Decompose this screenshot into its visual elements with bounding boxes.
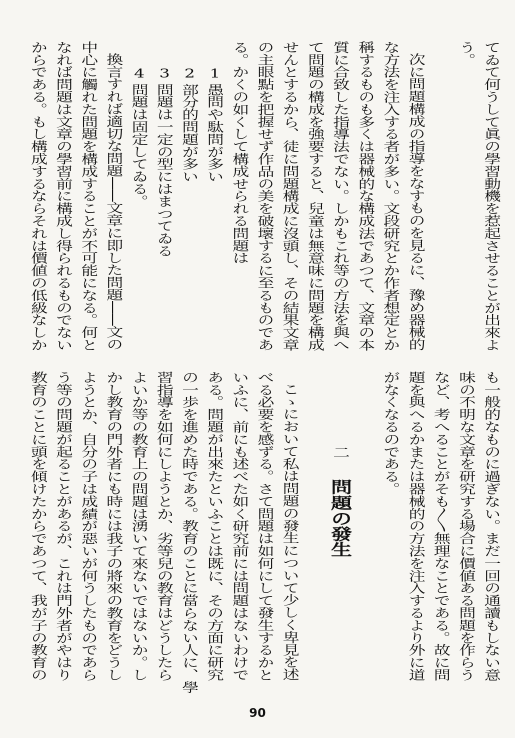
text-column: る。かくの如くして構成せられる問題は — [229, 41, 250, 265]
list-item — [201, 41, 226, 367]
text-column: 質に合致した指導法でない。しかもこれ等の方法を與へ — [330, 41, 351, 351]
text-column: て問題の構成を強要すると、兒童は無意味に問題を構成 — [305, 41, 326, 351]
section-title: 問題の發生 — [327, 479, 354, 558]
text-column: 中心に觸れた問題を構成することが不可能になる。何と — [78, 41, 99, 351]
text-column: う。 — [456, 41, 477, 66]
text-column: ある。問題が出來たといふことは既に、その方面に研究 — [204, 371, 225, 681]
list-text: 問題は一定の型にはまつてゐる — [153, 83, 175, 258]
text-column: の一歩を進めた時である。教育のことに當らない人に、學 — [179, 371, 200, 694]
text-column: いふに、前にも述べた如く研究前には問題はないわけで — [229, 371, 250, 681]
list-text: 部分的問題が多い — [179, 83, 200, 183]
text-column: ようとか、自分の子は成績が惡いが何うしたものであら — [78, 371, 99, 681]
text-column: う等の問題が起ることがあるが、これは門外者がやはり — [53, 371, 74, 681]
text-column: 題を與へるかまたは器械的の方法を注入するより外に道 — [405, 371, 427, 681]
text-column: こゝにおいて私は問題の發生について少しく卑見を述 — [279, 383, 301, 681]
text-column: な方法を注入する者が多い。文段研究とか作者想定とか — [380, 41, 401, 351]
text-column: がなくなるのである。 — [380, 371, 401, 495]
page-number: 90 — [249, 706, 266, 720]
section-numeral: 二 — [330, 446, 351, 459]
list-text: 問題は固定してゐる。 — [128, 83, 150, 208]
list-item — [150, 41, 175, 367]
text-column: 習指導を如何にしようとか、劣等兒の教育はどうしたら — [153, 371, 175, 681]
lower-text-block — [24, 371, 503, 697]
list-number: 1 — [209, 67, 220, 80]
text-column: の主眼點を把握せず作品の美を破壞するに至るものであ — [254, 41, 275, 351]
text-column: も一般的なものに過ぎない。まだ一回の通讀もしない意 — [481, 371, 502, 681]
column-gap — [302, 371, 327, 697]
list-number: 3 — [158, 67, 170, 80]
text-column: 味の不明な文章を研究する場合に價値ある問題を作らう — [456, 371, 477, 681]
text-column: せんとするから、徒に問題構成に沒頭し、その結果文章 — [279, 41, 301, 351]
text-column: 教育のことに頭を傾けたからであつて、我が子の教育の — [28, 371, 49, 681]
column-gap — [427, 41, 452, 367]
list-text: 愚問や駄問が多い — [204, 83, 225, 183]
list-item — [125, 41, 150, 367]
list-item — [176, 41, 201, 367]
column-gap — [352, 371, 377, 697]
text-column: てゐて何うして眞の學習動機を惹起させることが出來よ — [481, 41, 502, 351]
text-column: よいか等の教育上の問題は湧いて來ないではないか。し — [128, 371, 150, 681]
text-column: からである。もし構成するならそれは價値の低級なしか — [28, 41, 49, 351]
text-column: 次に問題構成の指導をなすものを見るに、豫め器械的 — [405, 53, 427, 351]
text-column: なれば問題は文章の學習前に構成し得られるものでない — [53, 41, 74, 351]
text-column: など、考へることがそも〳〵無理なことである。故に問 — [431, 371, 452, 681]
list-number: 2 — [183, 67, 195, 80]
section-heading — [327, 371, 352, 697]
text-column: 換言すれば適切な問題――文章に即した問題――文の — [103, 53, 124, 351]
text-column: べる必要を感ずる。さて問題は如何にして發生するかと — [254, 371, 275, 681]
upper-text-block — [24, 41, 503, 367]
list-number: 4 — [133, 67, 145, 80]
text-column: かし教育の門外者にも時には我子の將來の教育をどうし — [103, 371, 124, 681]
text-column: 稱するものも多くは器械的な構成法であつて、文章の本 — [355, 41, 376, 351]
